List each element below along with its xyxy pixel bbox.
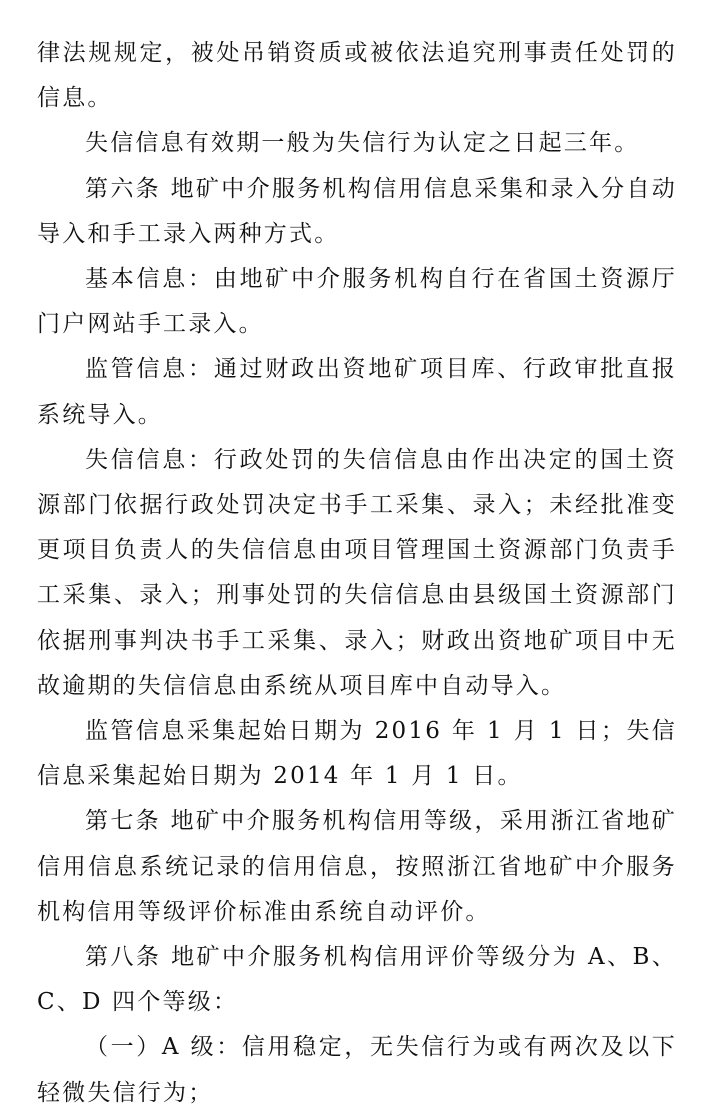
paragraph-article-6: 第六条 地矿中介服务机构信用信息采集和录入分自动导入和手工录入两种方式。 — [37, 175, 677, 247]
paragraph-collection-start-dates: 监管信息采集起始日期为 2016 年 1 月 1 日；失信信息采集起始日期为 2014 年 1 月 1 日。 — [37, 718, 677, 790]
paragraph-dishonesty-info: 失信信息：行政处罚的失信信息由作出决定的国土资源部门依据行政处罚决定书手工采集、录入；未经批准变更项目负责人的失信信息由项目管理国土资源部门负责手工采集、录入；刑事处罚的失信信息由县级国土资源部门依据刑事判决书手工采集、录入；财政出资地矿项目中无故逾期的失信信息由系统从项目库中自动导入。 — [37, 446, 677, 699]
paragraph-supervision-info: 监管信息：通过财政出资地矿项目库、行政审批直报系统导入。 — [37, 356, 677, 428]
paragraph-basic-info: 基本信息：由地矿中介服务机构自行在省国土资源厅门户网站手工录入。 — [37, 266, 677, 338]
paragraph-article-8: 第八条 地矿中介服务机构信用评价等级分为 A、B、C、D 四个等级： — [37, 944, 677, 1016]
paragraph-info-definition-end: 律法规规定，被处吊销资质或被依法追究刑事责任处罚的信息。 — [37, 40, 677, 112]
paragraph-article-7: 第七条 地矿中介服务机构信用等级，采用浙江省地矿信用信息系统记录的信用信息，按照浙江省地矿中介服务机构信用等级评价标准由系统自动评价。 — [37, 808, 677, 925]
paragraph-grade-a: （一）A 级：信用稳定，无失信行为或有两次及以下轻微失信行为； — [37, 1034, 677, 1106]
paragraph-validity-period: 失信信息有效期一般为失信行为认定之日起三年。 — [85, 130, 640, 157]
document-body — [37, 31, 677, 1116]
